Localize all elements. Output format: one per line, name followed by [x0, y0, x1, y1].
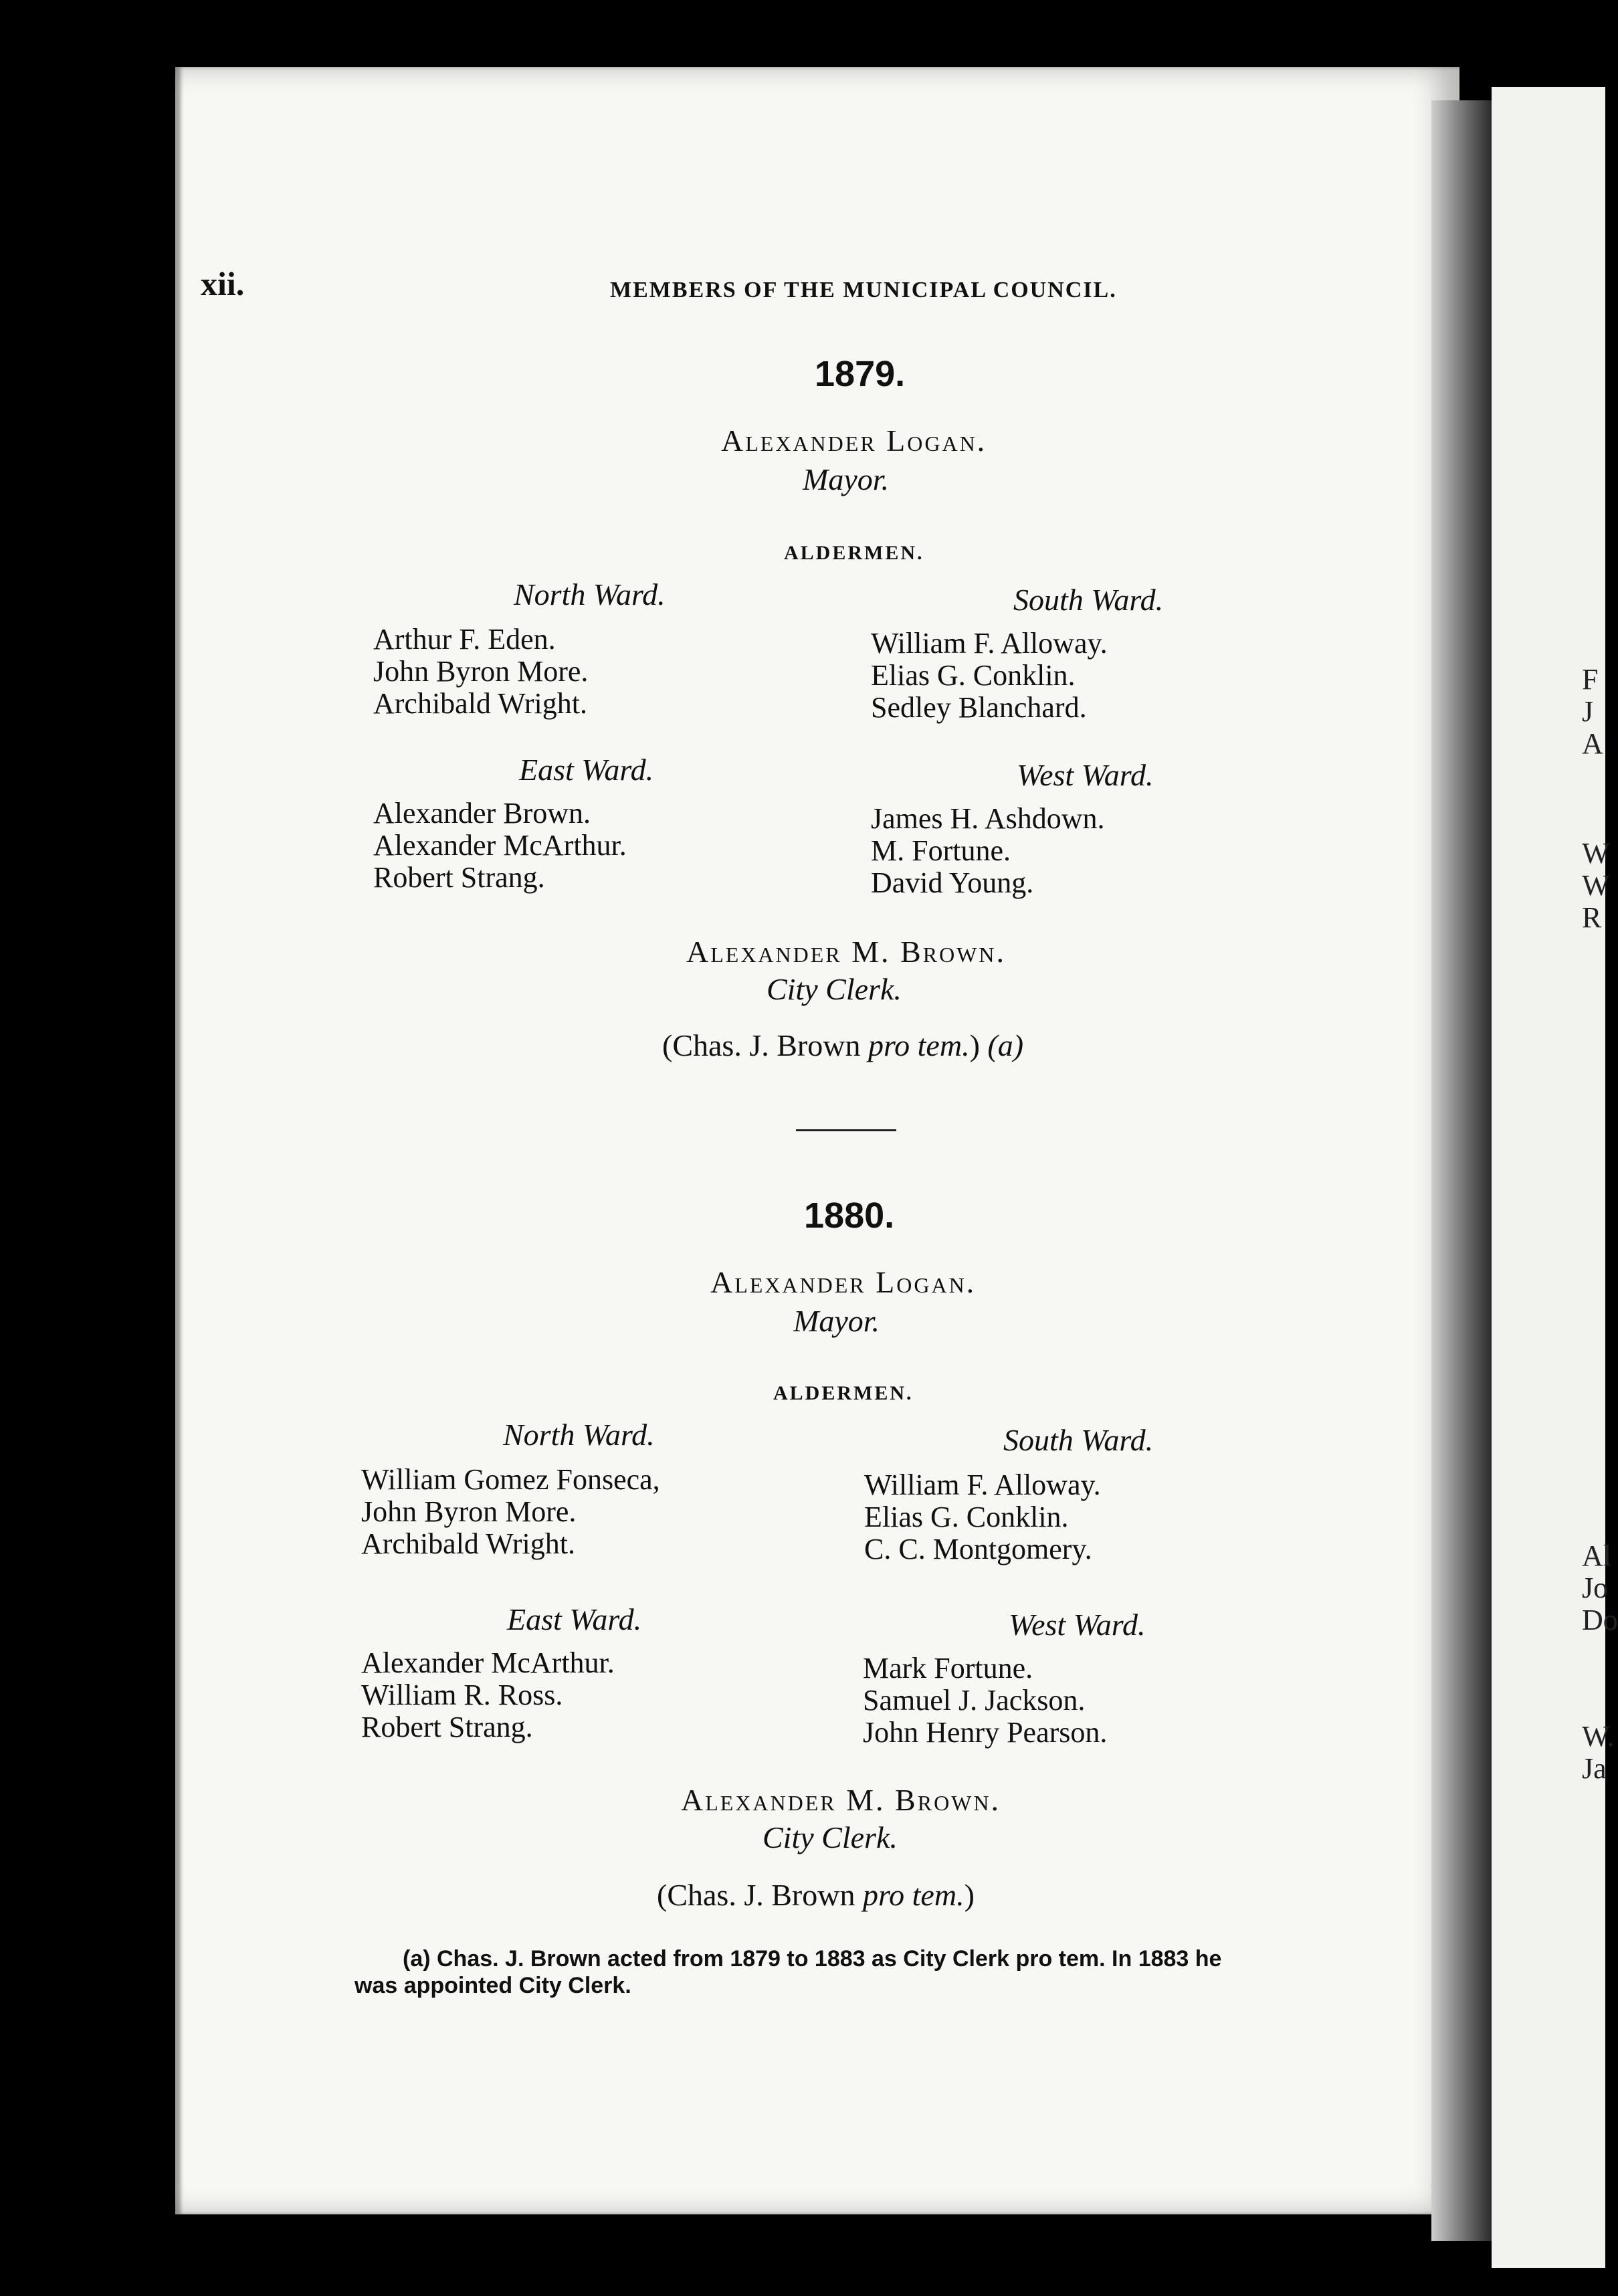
ward-member: Robert Strang.: [361, 1711, 533, 1743]
facing-fragment: W: [1582, 869, 1610, 902]
ward-member: Elias G. Conklin.: [864, 1501, 1069, 1533]
ward-member: Robert Strang.: [373, 861, 545, 894]
facing-fragment: Al: [1582, 1539, 1611, 1572]
facing-fragment: F: [1582, 663, 1599, 696]
mayor-name: Alexander Logan.: [710, 1265, 977, 1299]
ward-member: Samuel J. Jackson.: [863, 1684, 1086, 1717]
ward-member-list: [361, 1647, 615, 1743]
pro-tem-note: [657, 1877, 975, 1913]
clerk-title: City Clerk.: [763, 1820, 898, 1854]
facing-fragment: W: [1582, 837, 1610, 870]
mayor-title: Mayor.: [793, 1304, 880, 1338]
ward-member: James H. Ashdown.: [871, 802, 1105, 835]
footnote: [355, 1945, 1221, 1999]
ward-member-list: [373, 797, 627, 894]
facing-fragment: A: [1582, 727, 1603, 760]
ward-member: C. C. Montgomery.: [864, 1533, 1092, 1565]
ward-member: William R. Ross.: [361, 1679, 563, 1711]
pro-tem-prefix: (Chas. J. Brown: [657, 1878, 855, 1912]
ward-member: Sedley Blanchard.: [871, 691, 1087, 724]
ward-member: William F. Alloway.: [871, 627, 1108, 660]
year-heading: 1880.: [804, 1195, 895, 1236]
ward-member-list: [373, 624, 588, 720]
year-heading: 1879.: [815, 354, 906, 394]
ward-heading: South Ward.: [1013, 583, 1164, 617]
footnote-reference: (a): [987, 1028, 1024, 1062]
ward-member: Mark Fortune.: [863, 1652, 1033, 1685]
pro-tem-italic: pro tem.: [868, 1028, 970, 1062]
ward-heading: West Ward.: [1017, 758, 1154, 792]
ward-heading: North Ward.: [514, 577, 666, 611]
ward-member-list: [864, 1469, 1101, 1565]
ward-member: Archibald Wright.: [373, 687, 588, 720]
pro-tem-note: [662, 1028, 1023, 1063]
mayor-name: Alexander Logan.: [721, 423, 987, 458]
ward-member: Alexander McArthur.: [361, 1646, 615, 1679]
facing-fragment: Do: [1582, 1604, 1618, 1636]
running-head: MEMBERS OF THE MUNICIPAL COUNCIL.: [610, 278, 1117, 302]
ward-member-list: [361, 1464, 660, 1560]
mayor-title: Mayor.: [803, 462, 890, 496]
facing-fragment: W.: [1582, 1720, 1615, 1753]
ward-heading: South Ward.: [1003, 1423, 1154, 1457]
facing-fragment: J: [1582, 695, 1594, 728]
facing-fragment: Jo: [1582, 1571, 1609, 1604]
ward-member: John Byron More.: [373, 655, 589, 688]
ward-member: Arthur F. Eden.: [373, 623, 556, 656]
page-number: xii.: [201, 265, 245, 302]
ward-heading: West Ward.: [1009, 1608, 1146, 1642]
facing-fragment: Ja: [1582, 1752, 1607, 1785]
pro-tem-suffix: ): [969, 1028, 980, 1062]
ward-member: Alexander McArthur.: [373, 829, 627, 862]
clerk-name: Alexander M. Brown.: [686, 935, 1006, 969]
ward-heading: East Ward.: [519, 753, 654, 787]
pro-tem-prefix: (Chas. J. Brown: [662, 1028, 861, 1062]
ward-member-list: [871, 628, 1108, 724]
ward-member-list: [863, 1652, 1107, 1749]
facing-fragment: R: [1582, 901, 1602, 934]
ward-member: Elias G. Conklin.: [871, 659, 1076, 692]
ward-member: John Byron More.: [361, 1495, 577, 1528]
ward-member: William F. Alloway.: [864, 1468, 1101, 1501]
ward-member: Alexander Brown.: [373, 797, 591, 830]
section-divider: [796, 1129, 896, 1131]
ward-heading: East Ward.: [507, 1602, 642, 1636]
clerk-title: City Clerk.: [767, 972, 902, 1006]
clerk-name: Alexander M. Brown.: [681, 1783, 1001, 1817]
ward-member: M. Fortune.: [871, 834, 1011, 867]
ward-heading: North Ward.: [503, 1418, 655, 1452]
footnote-line: (a) Chas. J. Brown acted from 1879 to 1883 as City Clerk pro tem. In 1883 he: [403, 1946, 1222, 1972]
pro-tem-suffix: ): [964, 1878, 975, 1912]
ward-member: John Henry Pearson.: [863, 1716, 1108, 1749]
page-edge: [1431, 100, 1492, 2241]
ward-member-list: [871, 803, 1105, 899]
ward-member: David Young.: [871, 866, 1034, 899]
footnote-line: was appointed City Clerk.: [355, 1973, 631, 1998]
ward-member: Archibald Wright.: [361, 1527, 576, 1560]
aldermen-heading: ALDERMEN.: [773, 1382, 914, 1404]
facing-page: [1492, 87, 1618, 2268]
pro-tem-italic: pro tem.: [862, 1878, 965, 1912]
aldermen-heading: ALDERMEN.: [784, 542, 924, 564]
ward-member: William Gomez Fonseca,: [361, 1463, 660, 1496]
